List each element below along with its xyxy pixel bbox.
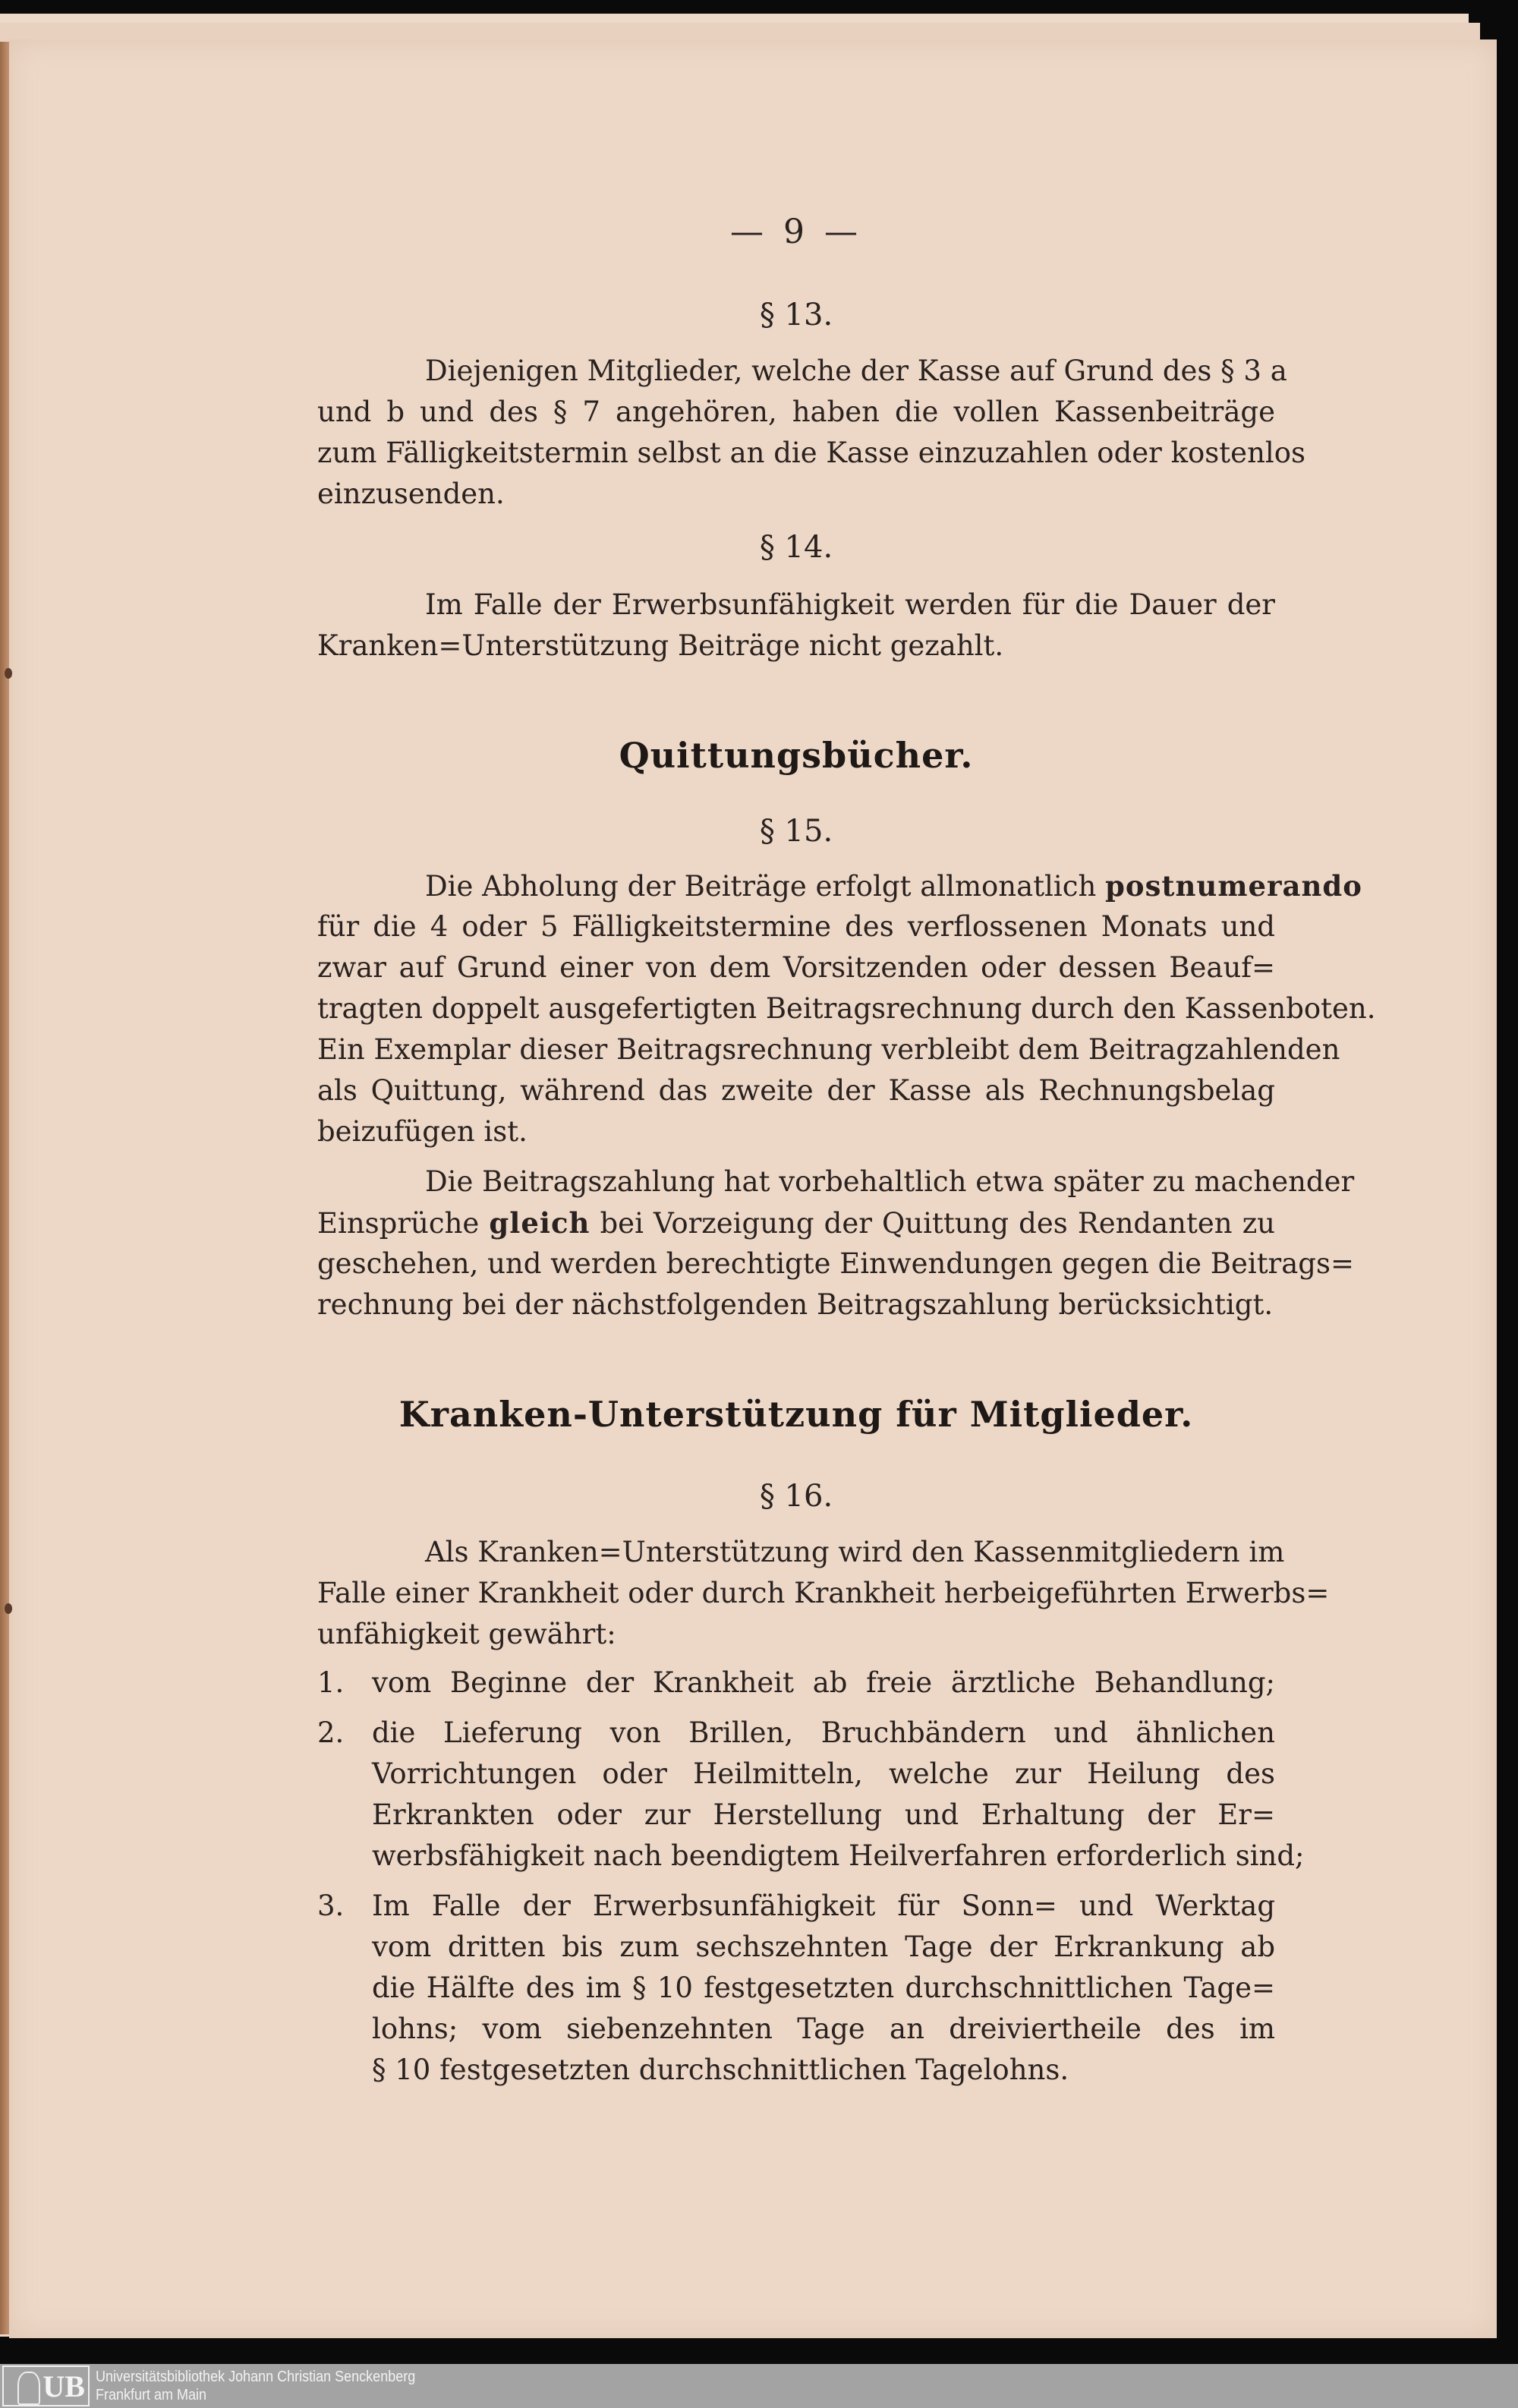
text-line: tragten doppelt ausgefertigten Beitragsrechnung durch den Kassenboten. (317, 992, 1376, 1025)
text-line: Diejenigen Mitglieder, welche der Kasse auf Grund des § 3 a (425, 355, 1287, 387)
list-item-line: Erkrankten oder zur Herstellung und Erhaltung der Er= (372, 1798, 1275, 1831)
paragraph-number: § 13. (759, 298, 833, 333)
emphasis-text: postnumerando (1105, 869, 1362, 903)
list-item-line: § 10 festgesetzten durchschnittlichen Tagelohns. (372, 2053, 1069, 2086)
text-span: Die Abholung der Beiträge erfolgt allmonatlich (425, 870, 1097, 903)
list-item-line: Im Falle der Erwerbsunfähigkeit für Sonn= und Werktag (372, 1890, 1275, 1922)
text-line: geschehen, und werden berechtigte Einwendungen gegen die Beitrags= (317, 1247, 1354, 1280)
list-marker: 2. (317, 1716, 345, 1749)
text-line: und b und des § 7 angehören, haben die vollen Kassenbeiträge (317, 396, 1275, 428)
binding-thread-mark (5, 1603, 12, 1614)
text-line: rechnung bei der nächstfolgenden Beitragszahlung berücksichtigt. (317, 1288, 1274, 1321)
text-line: Als Kranken=Unterstützung wird den Kassenmitgliedern im (425, 1536, 1285, 1568)
section-heading: Quittungsbücher. (619, 735, 974, 776)
paragraph-number: § 16. (759, 1479, 833, 1514)
binding-edge (0, 42, 9, 2334)
text-line: zwar auf Grund einer von dem Vorsitzenden oder dessen Beauf= (317, 951, 1275, 984)
ub-logo-icon (2, 2365, 90, 2406)
list-item-line: lohns; vom siebenzehnten Tage an dreiviertheile des im (372, 2012, 1275, 2045)
text-line: Die Beitragszahlung hat vorbehaltlich etwa später zu machender (425, 1165, 1355, 1198)
paragraph-number: § 15. (759, 814, 833, 849)
institution-name (96, 2368, 415, 2404)
list-item-line: vom Beginne der Krankheit ab freie ärztliche Behandlung; (372, 1666, 1275, 1699)
list-item-line: die Lieferung von Brillen, Bruchbändern und ähnlichen (372, 1716, 1275, 1749)
binding-thread-mark (5, 668, 12, 679)
text-line: unfähigkeit gewährt: (317, 1618, 616, 1650)
text-line: Kranken=Unterstützung Beiträge nicht gezahlt. (317, 629, 1004, 662)
list-marker: 3. (317, 1890, 345, 1922)
text-line: beizufügen ist. (317, 1115, 528, 1148)
text-line: einzusenden. (317, 478, 505, 510)
text-line (317, 865, 1362, 907)
section-heading: Kranken-Unterstützung für Mitglieder. (398, 1394, 1194, 1435)
text-line: zum Fälligkeitstermin selbst an die Kasse einzuzahlen oder kostenlos (317, 437, 1305, 469)
library-footer-bar (0, 2364, 1518, 2408)
list-item-line: werbsfähigkeit nach beendigtem Heilverfahren erforderlich sind; (372, 1839, 1305, 1872)
list-item-line: die Hälfte des im § 10 festgesetzten durchschnittlichen Tage= (372, 1971, 1275, 2004)
text-line: Ein Exemplar dieser Beitragsrechnung verbleibt dem Beitragzahlenden (317, 1033, 1340, 1066)
institution-line-2: Frankfurt am Main (96, 2387, 207, 2403)
text-line: als Quittung, während das zweite der Kasse als Rechnungsbelag (317, 1074, 1275, 1107)
text-span: Einsprüche (317, 1207, 480, 1240)
institution-line-1: Universitätsbibliothek Johann Christian Senckenberg (96, 2369, 416, 2385)
text-line (317, 1202, 1275, 1244)
emphasis-text: gleich (489, 1206, 591, 1240)
list-item-line: Vorrichtungen oder Heilmitteln, welche zur Heilung des (372, 1757, 1275, 1790)
text-line: für die 4 oder 5 Fälligkeitstermine des verflossenen Monats und (317, 910, 1275, 943)
list-marker: 1. (317, 1666, 345, 1699)
text-line: Falle einer Krankheit oder durch Krankheit herbeigeführten Erwerbs= (317, 1577, 1330, 1609)
paragraph-number: § 14. (759, 530, 833, 565)
text-line: Im Falle der Erwerbsunfähigkeit werden für die Dauer der (425, 588, 1275, 621)
senckenberg-portrait-icon (17, 2372, 40, 2405)
logo-text: UB (43, 2369, 85, 2403)
list-item-line: vom dritten bis zum sechszehnten Tage der Erkrankung ab (372, 1930, 1275, 1963)
page-number: — 9 — (730, 213, 862, 251)
text-span: bei Vorzeigung der Quittung des Rendanten zu (600, 1207, 1276, 1240)
